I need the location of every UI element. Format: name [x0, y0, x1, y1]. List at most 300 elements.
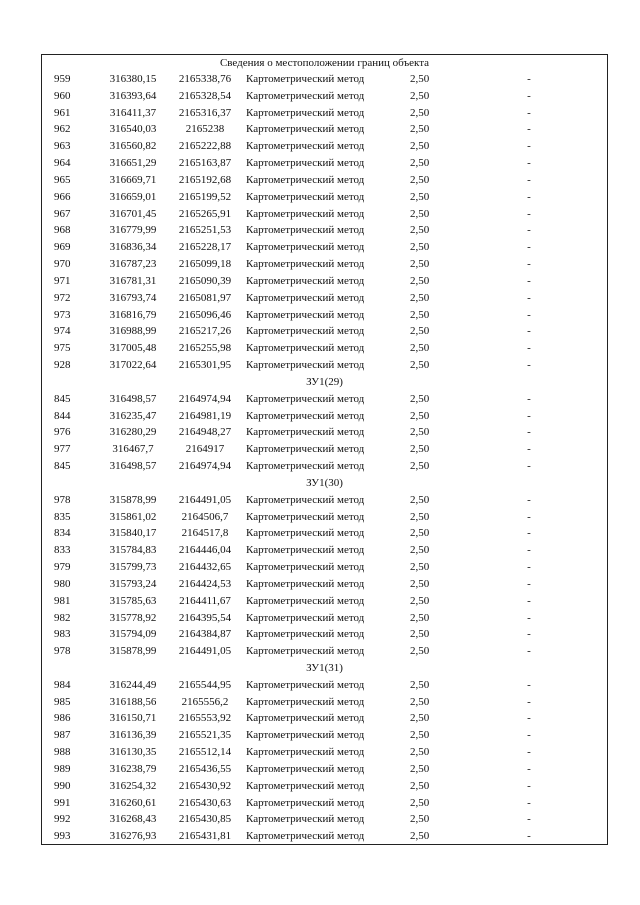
coord-y: 2164411,67 [179, 594, 231, 607]
table-body [42, 71, 607, 845]
coord-x: 316701,45 [109, 207, 157, 220]
coord-y: 2164491,05 [178, 645, 232, 658]
dash: - [527, 140, 531, 153]
table-row [42, 172, 607, 189]
coord-y: 2164917 [185, 443, 225, 456]
table-row [42, 105, 607, 122]
point-number: 988 [54, 746, 71, 759]
dash: - [527, 762, 531, 775]
error-value: 2,50 [410, 207, 430, 220]
section-label: ЗУ1(30) [306, 476, 343, 489]
coord-x: 316280,29 [109, 426, 157, 439]
method: Картометрический метод [246, 527, 365, 540]
document-table [41, 54, 608, 845]
table-row [42, 677, 607, 694]
error-value: 2,50 [410, 342, 430, 355]
coord-x: 316244,49 [109, 678, 157, 691]
error-value: 2,50 [410, 224, 430, 237]
dash: - [527, 426, 531, 439]
coord-y: 2165338,76 [178, 73, 232, 85]
method: Картометрический метод [246, 712, 365, 725]
coord-y: 2165436,55 [178, 762, 232, 775]
coord-y: 2165328,54 [178, 89, 232, 102]
point-number: 984 [54, 678, 71, 691]
point-number: 978 [54, 645, 71, 658]
coord-y: 2165090,39 [178, 274, 232, 287]
table-row [42, 509, 607, 526]
dash: - [527, 73, 531, 85]
coord-y: 2165096,46 [178, 308, 232, 321]
point-number: 970 [54, 258, 71, 271]
coord-y: 2165255,98 [178, 342, 232, 355]
coord-y: 2165512,14 [178, 746, 232, 759]
coord-y: 2164395,54 [178, 611, 232, 624]
coord-x: 316787,23 [109, 258, 157, 271]
coord-y: 2165430,63 [178, 796, 232, 809]
table-row [42, 593, 607, 610]
method: Картометрический метод [246, 460, 365, 473]
point-number: 980 [54, 577, 71, 590]
point-number: 959 [54, 73, 71, 85]
table-row [42, 761, 607, 778]
dash: - [527, 510, 531, 523]
point-number: 979 [54, 561, 71, 574]
point-number: 993 [54, 830, 71, 843]
point-number: 963 [54, 140, 71, 153]
table-row [42, 811, 607, 828]
point-number: 966 [54, 190, 71, 203]
dash: - [527, 173, 531, 186]
point-number: 990 [54, 779, 71, 792]
coord-y: 2165163,87 [178, 157, 232, 170]
method: Картометрический метод [246, 645, 365, 658]
coord-y: 2165099,18 [178, 258, 232, 271]
point-number: 835 [54, 510, 71, 523]
coord-y: 2164974,94 [178, 392, 232, 405]
coord-y: 2164506,7 [181, 510, 229, 523]
table-row [42, 744, 607, 761]
method: Картометрический метод [246, 157, 365, 170]
coord-x: 316988,99 [109, 325, 157, 338]
coord-x: 316498,57 [109, 392, 157, 405]
dash: - [527, 258, 531, 271]
method: Картометрический метод [246, 746, 365, 759]
method: Картометрический метод [246, 493, 365, 506]
method: Картометрический метод [246, 594, 365, 607]
point-number: 928 [54, 359, 71, 372]
dash: - [527, 695, 531, 708]
coord-y: 2165192,68 [178, 173, 232, 186]
point-number: 983 [54, 628, 71, 641]
coord-x: 316779,99 [109, 224, 157, 237]
method: Картометрический метод [246, 140, 365, 153]
coord-y: 2165556,2 [181, 695, 229, 708]
point-number: 971 [54, 274, 71, 287]
dash: - [527, 274, 531, 287]
table-row [42, 391, 607, 408]
error-value: 2,50 [410, 510, 430, 523]
coord-x: 315861,02 [109, 510, 157, 523]
method: Картометрический метод [246, 813, 365, 826]
method: Картометрический метод [246, 207, 365, 220]
dash: - [527, 561, 531, 574]
coord-y: 2165081,97 [178, 291, 232, 304]
error-value: 2,50 [410, 611, 430, 624]
table-title: Сведения о местоположении границ объекта [219, 57, 430, 69]
point-number: 987 [54, 729, 71, 742]
error-value: 2,50 [410, 291, 430, 304]
coord-y: 2164384,87 [178, 628, 232, 641]
error-value: 2,50 [410, 628, 430, 641]
dash: - [527, 325, 531, 338]
error-value: 2,50 [410, 325, 430, 338]
table-row [42, 525, 607, 542]
error-value: 2,50 [410, 779, 430, 792]
error-value: 2,50 [410, 729, 430, 742]
dash: - [527, 746, 531, 759]
dash: - [527, 813, 531, 826]
table-row [42, 256, 607, 273]
dash: - [527, 409, 531, 422]
method: Картометрический метод [246, 291, 365, 304]
method: Картометрический метод [246, 106, 365, 119]
point-number: 967 [54, 207, 71, 220]
error-value: 2,50 [410, 577, 430, 590]
dash: - [527, 291, 531, 304]
coord-x: 315785,63 [109, 594, 157, 607]
point-number: 965 [54, 173, 71, 186]
coord-y: 2165544,95 [178, 678, 232, 691]
coord-x: 316393,64 [109, 89, 157, 102]
method: Картометрический метод [246, 426, 365, 439]
table-row [42, 239, 607, 256]
error-value: 2,50 [410, 645, 430, 658]
dash: - [527, 796, 531, 809]
dash: - [527, 342, 531, 355]
coord-y: 2165238 [185, 123, 225, 136]
table-row [42, 492, 607, 509]
coord-x: 315778,92 [109, 611, 157, 624]
dash: - [527, 678, 531, 691]
error-value: 2,50 [410, 274, 430, 287]
coord-x: 315840,17 [109, 527, 157, 540]
error-value: 2,50 [410, 140, 430, 153]
point-number: 968 [54, 224, 71, 237]
coord-x: 316669,71 [109, 173, 157, 186]
error-value: 2,50 [410, 308, 430, 321]
point-number: 985 [54, 695, 71, 708]
coord-x: 315794,09 [109, 628, 157, 641]
error-value: 2,50 [410, 544, 430, 557]
table-row [42, 408, 607, 425]
error-value: 2,50 [410, 173, 430, 186]
point-number: 834 [54, 527, 71, 540]
coord-x: 317022,64 [109, 359, 157, 372]
coord-y: 2165217,26 [178, 325, 232, 338]
error-value: 2,50 [410, 830, 430, 843]
point-number: 845 [54, 460, 71, 473]
method: Картометрический метод [246, 274, 365, 287]
coord-x: 316130,35 [109, 746, 157, 759]
table-row [42, 340, 607, 357]
coord-x: 316136,39 [109, 729, 157, 742]
table-row [42, 542, 607, 559]
table-row [42, 424, 607, 441]
method: Картометрический метод [246, 325, 365, 338]
method: Картометрический метод [246, 510, 365, 523]
dash: - [527, 577, 531, 590]
table-row [42, 441, 607, 458]
method: Картометрический метод [246, 190, 365, 203]
error-value: 2,50 [410, 89, 430, 102]
coord-x: 316651,29 [109, 157, 157, 170]
method: Картометрический метод [246, 779, 365, 792]
table-row [42, 222, 607, 239]
coord-x: 315878,99 [109, 493, 157, 506]
section-label: ЗУ1(31) [306, 661, 343, 674]
error-value: 2,50 [410, 157, 430, 170]
dash: - [527, 359, 531, 372]
coord-x: 315878,99 [109, 645, 157, 658]
table-row [42, 795, 607, 812]
point-number: 973 [54, 308, 71, 321]
error-value: 2,50 [410, 460, 430, 473]
table-row [42, 559, 607, 576]
error-value: 2,50 [410, 493, 430, 506]
error-value: 2,50 [410, 695, 430, 708]
table-row [42, 138, 607, 155]
table-row [42, 273, 607, 290]
point-number: 982 [54, 611, 71, 624]
dash: - [527, 308, 531, 321]
method: Картометрический метод [246, 392, 365, 405]
dash: - [527, 460, 531, 473]
coord-x: 316411,37 [109, 106, 157, 119]
point-number: 844 [54, 409, 71, 422]
coord-y: 2165553,92 [178, 712, 232, 725]
table-row [42, 307, 607, 324]
error-value: 2,50 [410, 762, 430, 775]
coord-x: 316268,43 [109, 813, 157, 826]
coord-y: 2164517,8 [181, 527, 229, 540]
coord-y: 2165430,85 [178, 813, 232, 826]
error-value: 2,50 [410, 106, 430, 119]
table-row [42, 610, 607, 627]
point-number: 964 [54, 157, 71, 170]
point-number: 969 [54, 241, 71, 254]
point-number: 976 [54, 426, 71, 439]
error-value: 2,50 [410, 796, 430, 809]
error-value: 2,50 [410, 258, 430, 271]
error-value: 2,50 [410, 813, 430, 826]
coord-y: 2165251,53 [178, 224, 232, 237]
coord-y: 2164424,53 [178, 577, 232, 590]
point-number: 845 [54, 392, 71, 405]
dash: - [527, 157, 531, 170]
coord-x: 316816,79 [109, 308, 157, 321]
point-number: 978 [54, 493, 71, 506]
table-row [42, 121, 607, 138]
dash: - [527, 241, 531, 254]
table-row [42, 88, 607, 105]
dash: - [527, 628, 531, 641]
point-number: 960 [54, 89, 71, 102]
dash: - [527, 224, 531, 237]
table-row [42, 458, 607, 475]
coord-x: 316836,34 [109, 241, 157, 254]
dash: - [527, 89, 531, 102]
error-value: 2,50 [410, 392, 430, 405]
coord-x: 316188,56 [109, 695, 157, 708]
coord-x: 317005,48 [109, 342, 157, 355]
table-row [42, 710, 607, 727]
method: Картометрический метод [246, 695, 365, 708]
coord-x: 316560,82 [109, 140, 157, 153]
point-number: 989 [54, 762, 71, 775]
method: Картометрический метод [246, 258, 365, 271]
method: Картометрический метод [246, 409, 365, 422]
error-value: 2,50 [410, 190, 430, 203]
dash: - [527, 779, 531, 792]
point-number: 974 [54, 325, 71, 338]
method: Картометрический метод [246, 796, 365, 809]
point-number: 961 [54, 106, 71, 119]
coord-y: 2165431,81 [178, 830, 232, 843]
method: Картометрический метод [246, 73, 365, 85]
method: Картометрический метод [246, 443, 365, 456]
error-value: 2,50 [410, 746, 430, 759]
coord-x: 316380,15 [109, 73, 157, 85]
coord-x: 316793,74 [109, 291, 157, 304]
coord-x: 315799,73 [109, 561, 157, 574]
point-number: 972 [54, 291, 71, 304]
coord-x: 315784,83 [109, 544, 157, 557]
table-row [42, 206, 607, 223]
point-number: 992 [54, 813, 71, 826]
dash: - [527, 106, 531, 119]
point-number: 962 [54, 123, 71, 136]
table-row [42, 694, 607, 711]
point-number: 975 [54, 342, 71, 355]
coord-x: 315793,24 [109, 577, 157, 590]
coord-y: 2164948,27 [178, 426, 232, 439]
coord-x: 316540,03 [109, 123, 157, 136]
table-row [42, 357, 607, 374]
table-row [42, 290, 607, 307]
section-label: ЗУ1(29) [306, 375, 343, 388]
table-row [42, 323, 607, 340]
error-value: 2,50 [410, 561, 430, 574]
error-value: 2,50 [410, 527, 430, 540]
coord-x: 316498,57 [109, 460, 157, 473]
method: Картометрический метод [246, 173, 365, 186]
dash: - [527, 611, 531, 624]
coord-y: 2165430,92 [178, 779, 232, 792]
method: Картометрический метод [246, 359, 365, 372]
table-row [42, 576, 607, 593]
dash: - [527, 392, 531, 405]
table-row [42, 189, 607, 206]
table-row [42, 778, 607, 795]
method: Картометрический метод [246, 561, 365, 574]
coord-y: 2164491,05 [178, 493, 232, 506]
table-row [42, 71, 607, 88]
error-value: 2,50 [410, 359, 430, 372]
coord-x: 316254,32 [109, 779, 157, 792]
coord-y: 2165228,17 [178, 241, 232, 254]
coord-x: 316659,01 [109, 190, 157, 203]
coord-y: 2165521,35 [178, 729, 232, 742]
coord-y: 2164432,65 [178, 561, 232, 574]
coord-x: 316150,71 [109, 712, 157, 725]
dash: - [527, 123, 531, 136]
coord-x: 316235,47 [109, 409, 157, 422]
coord-x: 316260,61 [109, 796, 157, 809]
table-row [42, 727, 607, 744]
method: Картометрический метод [246, 678, 365, 691]
error-value: 2,50 [410, 123, 430, 136]
table-row [42, 828, 607, 845]
error-value: 2,50 [410, 443, 430, 456]
point-number: 833 [54, 544, 71, 557]
dash: - [527, 712, 531, 725]
error-value: 2,50 [410, 241, 430, 254]
coord-x: 316781,31 [109, 274, 157, 287]
method: Картометрический метод [246, 611, 365, 624]
method: Картометрический метод [246, 628, 365, 641]
coord-x: 316467,7 [112, 443, 154, 456]
error-value: 2,50 [410, 73, 430, 85]
coord-y: 2165199,52 [178, 190, 232, 203]
method: Картометрический метод [246, 308, 365, 321]
dash: - [527, 207, 531, 220]
coord-x: 316238,79 [109, 762, 157, 775]
error-value: 2,50 [410, 712, 430, 725]
point-number: 981 [54, 594, 71, 607]
method: Картометрический метод [246, 729, 365, 742]
method: Картометрический метод [246, 762, 365, 775]
point-number: 986 [54, 712, 71, 725]
dash: - [527, 729, 531, 742]
table-row [42, 155, 607, 172]
coord-x: 316276,93 [109, 830, 157, 843]
method: Картометрический метод [246, 123, 365, 136]
dash: - [527, 645, 531, 658]
table-row [42, 643, 607, 660]
coord-y: 2164974,94 [178, 460, 232, 473]
point-number: 991 [54, 796, 71, 809]
coord-y: 2164446,04 [178, 544, 232, 557]
method: Картометрический метод [246, 544, 365, 557]
coord-y: 2165222,88 [178, 140, 232, 153]
coord-y: 2165301,95 [178, 359, 232, 372]
dash: - [527, 527, 531, 540]
dash: - [527, 443, 531, 456]
method: Картометрический метод [246, 577, 365, 590]
dash: - [527, 830, 531, 843]
coord-y: 2165316,37 [178, 106, 232, 119]
method: Картометрический метод [246, 342, 365, 355]
method: Картометрический метод [246, 89, 365, 102]
dash: - [527, 493, 531, 506]
method: Картометрический метод [246, 224, 365, 237]
error-value: 2,50 [410, 409, 430, 422]
error-value: 2,50 [410, 426, 430, 439]
method: Картометрический метод [246, 830, 365, 843]
dash: - [527, 544, 531, 557]
error-value: 2,50 [410, 678, 430, 691]
table-row [42, 626, 607, 643]
